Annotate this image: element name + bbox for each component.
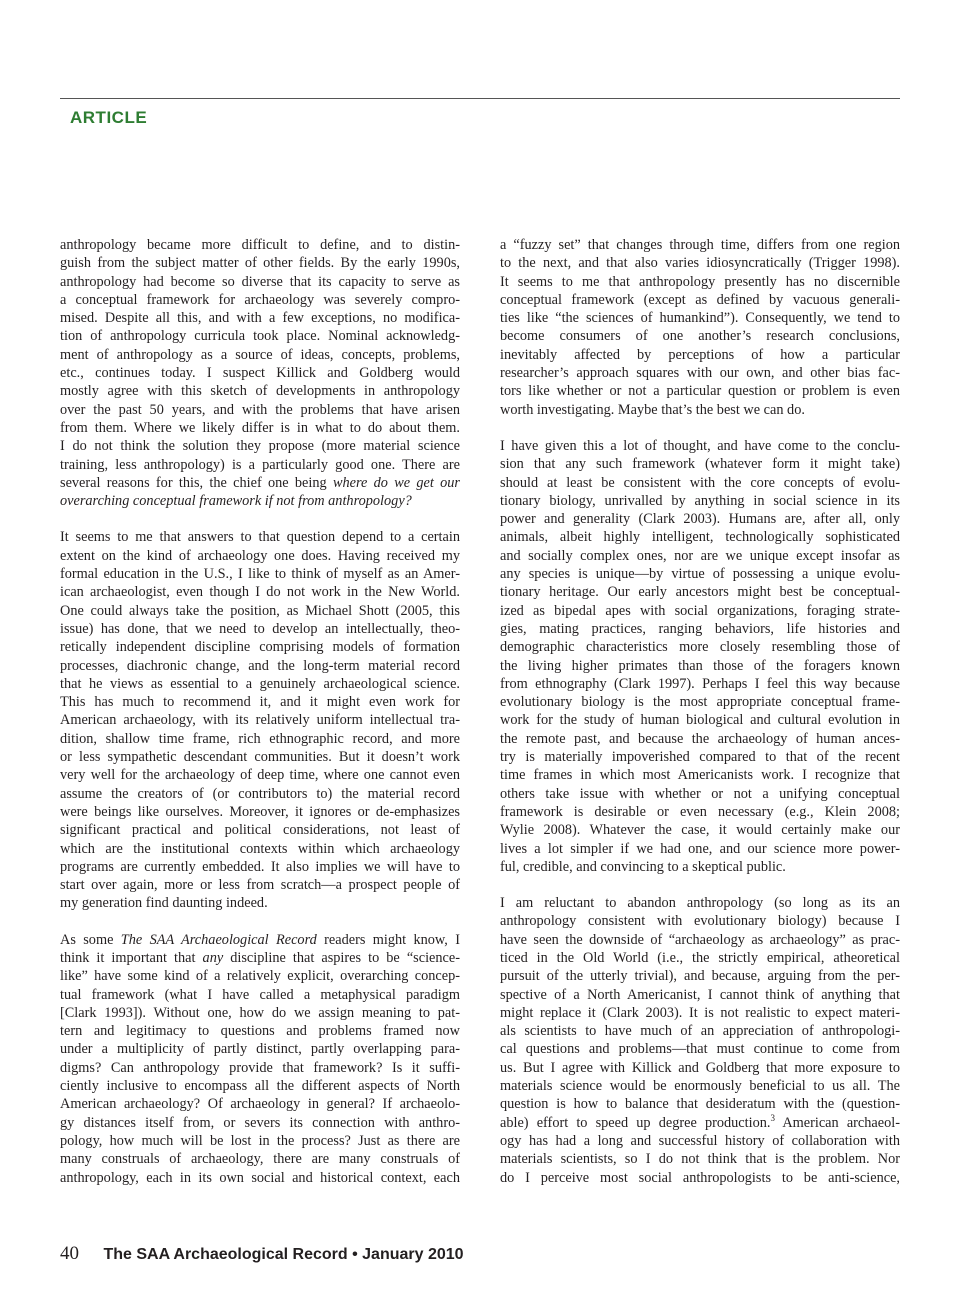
text-line: mised. Despite all this, and with a few exceptions, no modifica- [60,310,460,327]
text-line: ment of anthropology as a source of ideas, concepts, problems, [60,346,460,363]
text-line: extent on the kind of archaeology one does. Having received my [60,547,460,564]
text-line: significant practical and political considerations, not least of [60,822,460,839]
text-line: a conceptual framework for archaeology was severely compro- [60,291,460,308]
text-line: tionary heritage. Our early ancestors might best be conceptual- [500,584,900,601]
text-line: training, less anthropology) is a particularly good one. There are [60,456,460,473]
text-line [60,492,460,510]
text-line: ized as bipedal apes with social organizations, foraging strate- [500,602,900,619]
text-line: anthropology consistent with evolutionary biology) because I [500,913,900,930]
text-line: I do not think the solution they propose (more material science [60,438,460,455]
text-line: issue) has done, that we need to develop an intellectually, theo- [60,620,460,637]
paragraph [60,931,460,1187]
text-line: ciently inclusive to encompass all the different aspects of North [60,1078,460,1095]
header-rule [60,98,900,99]
text-line: or less sympathetic descendant communities. But it doesn’t work [60,749,460,766]
text-line: should at least be consistent with the core concepts of evolu- [500,474,900,491]
text-line: evolutionary biology is the most appropriate conceptual frame- [500,694,900,711]
text-line: ticed in the Old World (i.e., the strictly empirical, atheoretical [500,949,900,966]
text-line: from them. Where we likely differ is in what to do about them. [60,419,460,436]
text-line: power and generality (Clark 2003). Humans are, after all, only [500,511,900,528]
text-line: time frames in which most Americanists work. I recognize that [500,767,900,784]
text-line: tors like whether or not a particular question or problem is even [500,383,900,400]
text-line: inevitably affected by perceptions of how a particular [500,346,900,363]
text-line: tion of anthropology curricula took place. Nominal acknowledg- [60,328,460,345]
text-line: anthropology, each in its own social and historical context, each [60,1169,460,1186]
text-line: have seen the downside of “archaeology as archaeology” as prac- [500,931,900,948]
text-line: and socially complex ones, nor are we unique except insofar as [500,547,900,564]
text-line: gies, mating practices, ranging behaviors, life histories and [500,620,900,637]
text-line: many construals of archaeology, there are many construals of [60,1151,460,1168]
text-line: programs are currently embedded. It also implies we will have to [60,858,460,875]
text-line: others take issue with whether or not a unifying conceptual [500,785,900,802]
text-line: This has much to recommend it, and it might even work for [60,694,460,711]
text-line: able) effort to speed up degree production.$^3$ American archaeol- [500,1112,900,1131]
text-line: any species is unique—by virtue of possessing a unique evolu- [500,566,900,583]
text-line: cal questions and problems—that must continue to come from [500,1041,900,1058]
text-line: mostly agree with this sketch of developments in anthropology [60,383,460,400]
text-line: pursuit of the utterly trivial), and because, arguing from the per- [500,968,900,985]
text-line: researcher’s approach squares with our own, and other bias fac- [500,365,900,382]
text-line: formal education in the U.S., I like to think of myself as an Amer- [60,566,460,583]
text-line: spective of a North Americanist, I cannot think of anything that [500,986,900,1003]
paragraph [500,894,900,1187]
text-line: As some The SAA Archaeological Record readers might know, I [60,931,460,948]
text-line: [Clark 1993]). Without one, how do we assign meaning to pat- [60,1004,460,1021]
text-line: anthropology became more difficult to define, and to distin- [60,237,460,253]
text-line: us. But I agree with Killick and Goldberg that more exposure to [500,1059,900,1076]
text-line: It seems to me that answers to that question depend to a certain [60,529,460,546]
text-line: very well for the archaeology of deep time, where one cannot even [60,767,460,784]
text-line: the remote past, and because the archaeology of human ances- [500,730,900,747]
text-line: work for the study of human biological and cultural evolution in [500,712,900,729]
text-line: I am reluctant to abandon anthropology (so long as its an [500,895,900,912]
text-line: become consumers of one another’s research conclusions, [500,328,900,345]
text-line: processes, diachronic change, and the long-term material record [60,657,460,674]
text-line: start over again, more or less from scratch—a prospect people of [60,877,460,894]
text-line: ogy has had a long and successful history of collaboration with [500,1132,900,1149]
text-line: It seems to me that anthropology presently has no discernible [500,273,900,290]
page-number: 40 [60,1243,79,1264]
text-line: ful, credible, and convincing to a skeptical public. [500,858,786,875]
text-line: dition, shallow time frame, rich ethnographic record, and more [60,730,460,747]
page-footer [60,1243,464,1265]
text-line: over the past 50 years, and with the problems that have arisen [60,401,460,418]
emphasis: where do we get our [332,474,460,491]
text-line: tual framework (what I have called a metaphysical paradigm [60,986,460,1003]
text-line: try is materially impoverished compared to that of the recent [500,749,900,766]
text-line: were beings like ourselves. Moreover, it ignores or de-emphasizes [60,803,460,820]
footnote-mark: 3 [770,1112,775,1123]
text-line: to the next, and that also varies idiosyncratically (Trigger 1998). [500,255,900,272]
text-line: like” have some kind of a relatively explicit, overarching concep- [60,968,460,985]
text-line: American archaeology? Of archaeology in general? If archaeolo- [60,1096,460,1113]
text-line: digms? Can anthropology provide that framework? Is it suffi- [60,1059,460,1076]
journal-title: The SAA Archaeological Record [120,931,317,948]
right-column [500,236,900,1205]
text-line: worth investigating. Maybe that’s the best we can do. [500,401,805,418]
emphasis: overarching conceptual framework if not from anthropology? [60,493,412,510]
emphasis: any [202,949,224,966]
text-line: ties like “the sciences of humankind”). Consequently, we tend to [500,310,900,327]
text-line: from ethnography (Clark 1997). Perhaps I feel this way because [500,675,900,692]
text-line: guish from the subject matter of other fields. By the early 1990s, [60,255,460,272]
text-line: gy distances itself from, or severs its connection with anthro- [60,1114,460,1131]
text-line: One could always take the position, as Michael Shott (2005, this [60,602,460,619]
text-line: Wylie 2008). Whatever the case, it would certainly make our [500,822,900,839]
text-line: might replace it (Clark 2003). It is not realistic to expect materi- [500,1004,900,1021]
text-line: anthropology had become so diverse that its capacity to serve as [60,273,460,290]
paragraph [60,236,460,510]
text-line: ican archaeologist, even though I do not work in the New World. [60,584,460,601]
text-line: my generation find daunting indeed. [60,895,268,912]
text-line: assume the creators of (or contributors to) the material record [60,785,460,802]
text-line: als scientists to have much of an appreciation of anthropologi- [500,1023,900,1040]
left-column [60,236,460,1205]
text-line: do I perceive most social anthropologists to be anti-science, [500,1169,900,1186]
publication-title: The SAA Archaeological Record [103,1246,348,1263]
text-line: materials scientists, so I do not think that is the problem. Nor [500,1151,900,1168]
text-line: several reasons for this, the chief one being where do we get our [60,474,460,491]
text-line: which are the institutional contexts within which archaeology [60,840,460,857]
text-line: demographic characteristics more closely resembling those of [500,639,900,656]
issue-date: January 2010 [362,1246,464,1263]
text-line: think it important that any discipline that aspires to be “science- [60,949,460,966]
text-line: pology, how much will be lost in the process? Just as there are [60,1132,460,1149]
text-line: animals, albeit highly intelligent, technologically sophisticated [500,529,900,546]
paragraph [60,528,460,912]
text-line: the living higher primates than those of the foragers known [500,657,900,674]
paragraph [500,236,900,419]
paragraph [500,437,900,876]
text-line: materials science would be enormously beneficial to us all. The [500,1078,900,1095]
text-line: I have given this a lot of thought, and have come to the conclu- [500,437,900,454]
footer-separator: • [347,1246,363,1263]
text-line: framework is desirable or even necessary (e.g., Klein 2008; [500,803,900,820]
text-line: lives a lot simpler if we had one, and our science more power- [500,840,900,857]
text-line: tionary biology, unrivalled by anything in social science in its [500,492,900,509]
text-line: sion that any such framework (whatever form it might take) [500,456,900,473]
text-line: conceptual framework (except as defined by vacuous generali- [500,291,900,308]
text-line: tern and legitimacy to questions and problems framed now [60,1023,460,1040]
text-line: that he views as essential to a genuinely archaeological science. [60,675,460,692]
section-label: ARTICLE [70,108,148,127]
text-line: retically independent discipline comprising models of formation [60,639,460,656]
text-line: question is how to balance that desideratum with the (question- [500,1096,900,1113]
text-line: a “fuzzy set” that changes through time, differs from one region [500,237,900,253]
text-line: etc., continues today. I suspect Killick and Goldberg would [60,365,460,382]
text-line: American archaeology, with its relatively uniform intellectual tra- [60,712,460,729]
text-line: under a multiplicity of partly distinct, partly overlapping para- [60,1041,460,1058]
